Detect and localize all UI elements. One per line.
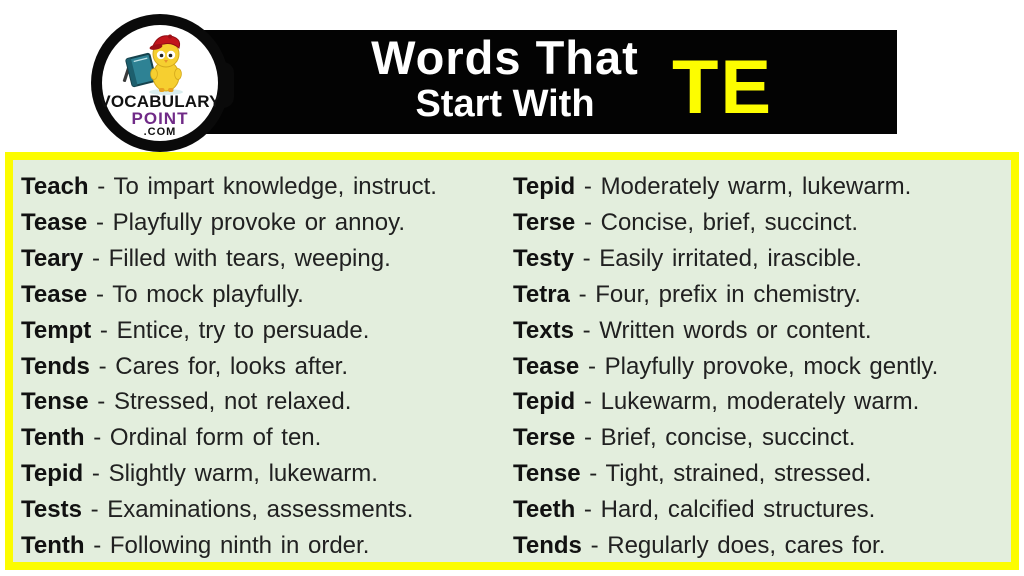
word-definition: To mock playfully. [112, 280, 304, 308]
word-term: Tepid [513, 173, 576, 200]
separator: - [582, 244, 591, 272]
separator: - [91, 460, 100, 488]
word-term: Tease [21, 280, 88, 308]
word-definition: Examinations, assessments. [107, 496, 414, 524]
banner-title-line2: Start With [415, 83, 595, 125]
word-term: Texts [513, 316, 574, 344]
banner-title-line1: Words That [371, 31, 639, 84]
separator: - [583, 388, 592, 416]
separator: - [583, 208, 592, 236]
word-definition-row [21, 492, 437, 528]
word-definition-row [513, 528, 938, 564]
word-term: Tends [21, 352, 90, 380]
word-term: Terse [513, 208, 576, 236]
word-definition-row [513, 349, 938, 385]
logo-text-com: .COM [143, 126, 177, 138]
word-definition: Moderately warm, lukewarm. [600, 173, 912, 200]
word-term: Tense [21, 388, 89, 416]
word-term: Terse [513, 424, 576, 452]
word-definition: Concise, brief, succinct. [600, 208, 859, 236]
word-definition-row [21, 169, 437, 205]
word-definition: Lukewarm, moderately warm. [600, 388, 920, 416]
word-definition-row [21, 277, 437, 313]
word-term: Tends [513, 532, 582, 560]
separator: - [587, 352, 596, 380]
separator: - [583, 496, 592, 524]
word-definition: Tight, strained, stressed. [605, 460, 872, 488]
word-definition-row [513, 277, 938, 313]
separator: - [93, 424, 102, 452]
word-term: Tenth [21, 424, 85, 452]
word-definition-row [21, 384, 437, 420]
word-definition: Slightly warm, lukewarm. [108, 460, 378, 488]
word-definition-row [21, 241, 437, 277]
word-definition: Four, prefix in chemistry. [595, 280, 861, 308]
word-term: Tepid [21, 460, 84, 488]
word-definition: Hard, calcified structures. [600, 496, 876, 524]
separator: - [98, 352, 107, 380]
word-definition-row [21, 528, 437, 564]
word-definition: Stressed, not relaxed. [113, 388, 352, 416]
word-term: Tense [513, 460, 581, 488]
word-term: Tepid [513, 388, 576, 416]
word-definition: Cares for, looks after. [115, 352, 349, 380]
word-term: Testy [513, 244, 574, 272]
word-term: Tenth [21, 532, 85, 560]
word-definition-row [513, 456, 938, 492]
separator: - [583, 424, 592, 452]
word-definition: To impart knowledge, instruct. [113, 173, 437, 200]
separator: - [93, 532, 102, 560]
word-definition-row [513, 241, 938, 277]
word-term: Tease [21, 208, 88, 236]
header-banner [180, 30, 897, 134]
separator: - [582, 316, 591, 344]
separator: - [99, 316, 108, 344]
word-term: Teach [21, 173, 89, 200]
logo-wordmark [91, 93, 229, 138]
word-definition: Playfully provoke or annoy. [112, 208, 405, 236]
word-term: Teeth [513, 496, 576, 524]
word-definition: Ordinal form of ten. [109, 424, 322, 452]
banner-title [340, 32, 670, 124]
word-definition-row [513, 313, 938, 349]
separator: - [578, 280, 587, 308]
word-definition: Written words or content. [599, 316, 872, 344]
separator: - [590, 532, 599, 560]
word-column-left [21, 169, 437, 564]
vocabulary-point-logo [91, 14, 229, 152]
separator: - [97, 173, 106, 200]
separator: - [583, 173, 592, 200]
word-term: Tetra [513, 280, 570, 308]
word-term: Tease [513, 352, 580, 380]
separator: - [90, 496, 99, 524]
word-definition: Filled with tears, weeping. [108, 244, 391, 272]
word-definition: Regularly does, cares for. [607, 532, 886, 560]
separator: - [95, 208, 104, 236]
word-term: Teary [21, 244, 84, 272]
word-list-panel [5, 152, 1019, 570]
word-definition: Entice, try to persuade. [116, 316, 370, 344]
separator: - [95, 280, 104, 308]
word-definition-row [513, 169, 938, 205]
word-term: Tempt [21, 316, 92, 344]
logo-text-vocabulary: VOCABULARY [99, 92, 221, 111]
logo-text-point: POINT [131, 109, 189, 128]
separator: - [97, 388, 106, 416]
word-definition-row [513, 384, 938, 420]
word-definition: Easily irritated, irascible. [599, 244, 863, 272]
word-definition-row [21, 420, 437, 456]
word-term: Tests [21, 496, 82, 524]
word-definition: Following ninth in order. [109, 532, 370, 560]
word-definition-row [21, 456, 437, 492]
separator: - [589, 460, 598, 488]
word-definition-row [21, 349, 437, 385]
word-definition-row [513, 205, 938, 241]
word-definition-row [513, 420, 938, 456]
word-definition: Brief, concise, succinct. [600, 424, 856, 452]
word-definition: Playfully provoke, mock gently. [604, 352, 939, 380]
banner-highlight-letters: TE [672, 45, 774, 130]
word-definition-row [513, 492, 938, 528]
word-definition-row [21, 313, 437, 349]
word-definition-row [21, 205, 437, 241]
separator: - [91, 244, 100, 272]
word-column-right [513, 169, 938, 564]
mascot-illustration [110, 32, 210, 96]
